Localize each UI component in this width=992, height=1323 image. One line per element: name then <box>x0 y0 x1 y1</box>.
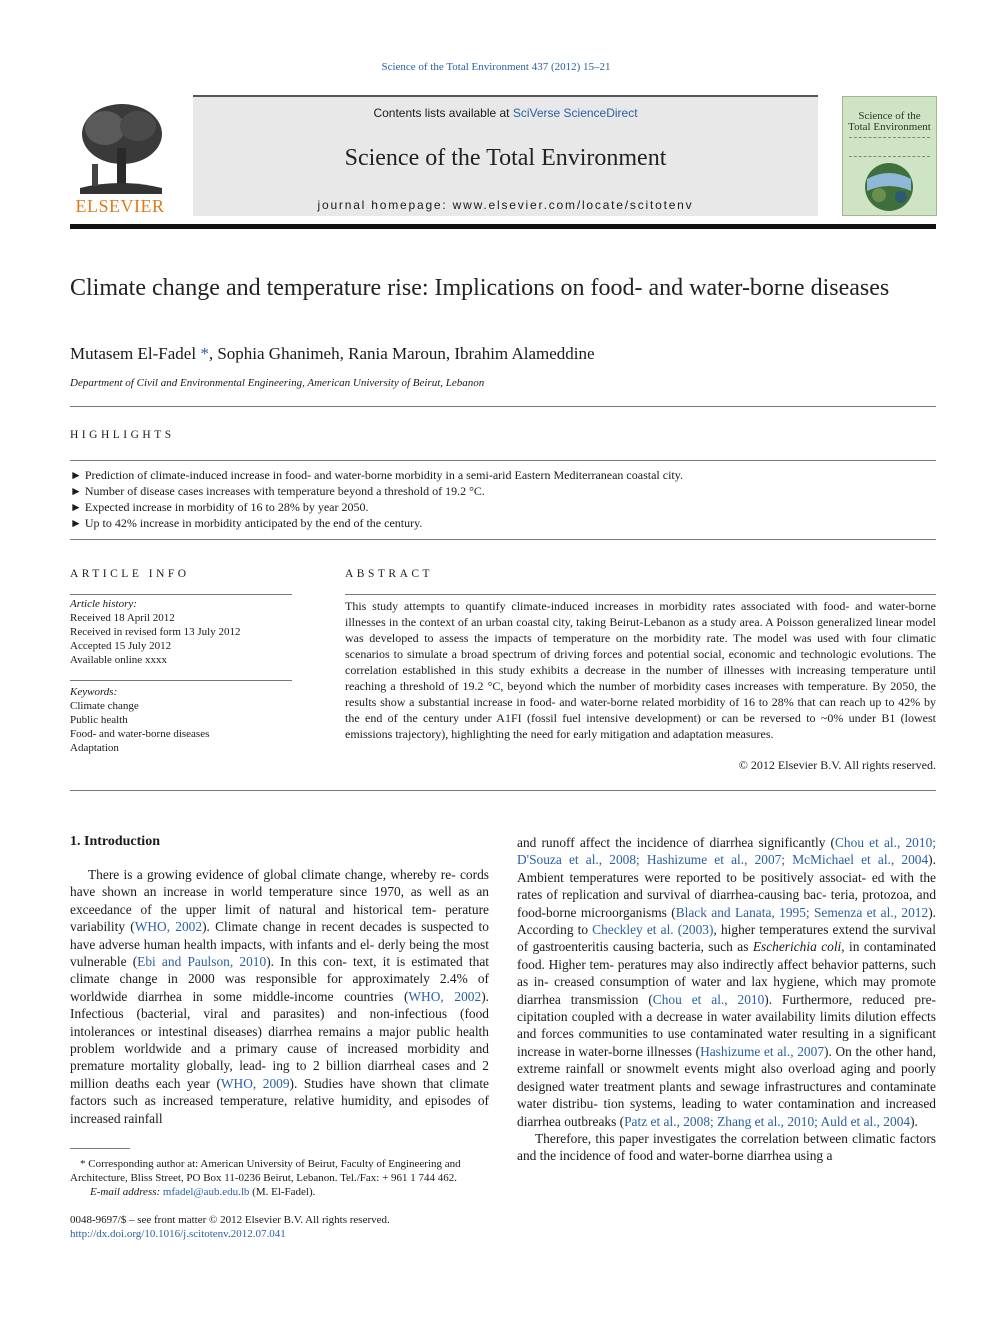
highlight-item: ► Up to 42% increase in morbidity anticipated by the end of the century. <box>70 516 423 530</box>
journal-homepage[interactable]: journal homepage: www.elsevier.com/locate/scitotenv <box>317 198 694 212</box>
citation-link[interactable]: 2010; D'Souza et al., 2008; Hashizume et al., 2007; McMichael et al., <box>517 835 936 868</box>
cover-globe-icon <box>849 161 929 211</box>
text: text, it is estimated that climate change in 2000 was responsible for <box>70 954 489 987</box>
citation-link[interactable]: Chou et al., <box>835 835 901 850</box>
copyright: © 2012 Elsevier B.V. All rights reserved. <box>738 758 936 772</box>
text: teria, protozoa, and food-borne microorganisms ( <box>517 887 937 920</box>
history-item: Received 18 April 2012 <box>70 612 175 624</box>
text: cipitation coupled with a decrease in water availability limits dilution <box>517 1009 897 1025</box>
citation-link[interactable]: WHO, <box>220 1075 257 1091</box>
text: countries ( <box>344 988 409 1004</box>
text: , <box>713 922 717 938</box>
footnote-mark: * <box>80 1158 86 1170</box>
citation-link[interactable]: 2007 <box>797 1043 825 1059</box>
email-suffix: (M. El-Fadel). <box>249 1186 316 1198</box>
text: ). <box>910 1113 918 1129</box>
intro-left-column <box>70 866 489 1127</box>
sciverse-link[interactable]: SciVerse ScienceDirect <box>512 106 638 120</box>
corresponding-author-mark[interactable]: * <box>200 344 209 363</box>
keyword: Food- and water-borne diseases <box>70 728 210 740</box>
highlights-heading: HIGHLIGHTS <box>70 429 175 441</box>
text: There is a growing evidence of global climate change, whereby re- <box>88 867 456 882</box>
highlight-item: ► Expected increase in morbidity of 16 to 28% by year 2050. <box>70 500 369 514</box>
citation-link[interactable]: Black and Lanata, <box>675 904 775 920</box>
footnote-rule <box>70 1148 130 1149</box>
text: in a significant increase in water-borne illnesses ( <box>517 1026 936 1059</box>
keyword: Adaptation <box>70 742 119 754</box>
abstract-text: This study attempts to quantify climate-induced increases in morbidity rates associated with food- and water-borne illnesses in the context of an urban coastal city, taking Beirut-Lebanon as a study area. A Poisson generalized linear model was developed to assess the impacts of temperature on the morbidity rate. The model was used with four climatic scenarios to simulate a broad spectrum of driving forces and potential social, economic and technologic evolutions. The correlation established in this study exhibits a decrease in the number of illnesses with increasing temperature until reaching a threshold of 19.2 °C, beyond which the number of morbidity cases increases with temperature. By 2050, the results show a substantial increase in food- and water-borne related morbidity of 16 to 28% that can reach up to 42% by the end of the century under A1FI (fossil fuel intensive development) or can be reversed to ~0% under B1 (lowest emissions trajectory), highlighting the need for early mitigation and adaptation measures. <box>345 599 936 741</box>
text: ). Studies have shown that climate factors such as increased <box>70 1075 489 1109</box>
citation-link[interactable]: WHO, 2002 <box>134 919 203 935</box>
text: ). In this con- <box>266 954 347 970</box>
text: ). Ambient temperatures were reported to be positively associat- <box>517 852 936 885</box>
journal-citation[interactable]: Science of the Total Environment 437 (2012) 15–21 <box>381 61 611 73</box>
text: bacteria, such as <box>658 939 753 955</box>
divider <box>70 680 292 681</box>
text: ). Infectious (bacterial, viral and parasites) <box>70 988 490 1022</box>
text: remains a major public health problem worldwide and a primary <box>70 1023 489 1057</box>
intro-paragraph <box>517 834 936 1130</box>
citation-link[interactable]: 2009 <box>262 1075 290 1091</box>
text: plants and sewage infrastructures and contaminate water distribu- <box>517 1078 936 1112</box>
text: cause of increased morbidity and premature mortality globally, lead- <box>70 1041 489 1074</box>
intro-right-column <box>517 834 936 1165</box>
text: peratures may also indirectly affect behavior patterns, such as in- <box>517 956 936 990</box>
citation-link[interactable]: Hashizume et al., <box>700 1043 794 1059</box>
issn-line: 0048-9697/$ – see front matter © 2012 Elsevier B.V. All rights reserved. <box>70 1214 390 1226</box>
text: ing to 2 billion diarrheal cases and 2 million deaths each year ( <box>70 1058 489 1091</box>
text: factors and the incidence of food and water-borne diarrhea using a <box>517 1130 936 1164</box>
cover-title: Science of the Total Environment <box>848 110 931 133</box>
contents-prefix: Contents lists available at <box>373 106 513 120</box>
citation-link[interactable]: Patz et al., 2008; Zhang et al., 2010; Auld et al., 2004 <box>624 1113 911 1129</box>
front-matter <box>70 1213 390 1241</box>
header-rule <box>70 224 936 229</box>
journal-banner <box>193 95 818 216</box>
citation-link[interactable]: 1995; Semenza et al., 2012 <box>779 904 929 920</box>
email-link[interactable]: mfadel@aub.edu.lb <box>162 1186 250 1198</box>
text: and non-infectious (food intolerances or intestinal diseases) diarrhea <box>70 1006 489 1039</box>
divider <box>70 406 936 407</box>
species-name: Escherichia coli <box>752 939 842 955</box>
journal-cover-image <box>842 96 937 216</box>
keyword: Public health <box>70 714 128 726</box>
history-item: Accepted 15 July 2012 <box>70 640 172 652</box>
divider <box>70 594 292 595</box>
article-title: Climate change and temperature rise: Implications on food- and water-borne diseases <box>70 275 890 301</box>
history-item: Received in revised form 13 July 2012 <box>70 626 241 638</box>
text: diarrhea transmission ( <box>517 991 653 1007</box>
other-authors: , Sophia Ghanimeh, Rania Maroun, Ibrahim Alameddine <box>208 344 595 363</box>
divider <box>70 460 936 461</box>
text: temperature, relative humidity, and episodes of increased rainfall <box>70 1093 489 1126</box>
text: outbreaks ( <box>564 1113 625 1129</box>
keywords-block <box>70 685 292 755</box>
first-author[interactable]: Mutasem El-Fadel <box>70 344 197 363</box>
text: creased consumption of water and lax hygiene, which may promote <box>554 974 936 990</box>
article-info-heading: ARTICLE INFO <box>70 568 190 580</box>
cover-subtitle-lines <box>849 137 930 157</box>
elsevier-wordmark: ELSEVIER <box>75 196 165 216</box>
keywords-label: Keywords: <box>70 686 118 698</box>
text: effects and forces communities to use contaminated water resulting <box>517 1009 936 1042</box>
divider <box>70 790 936 791</box>
text: ed with the rates of replication and survival of diarrhea-causing bac- <box>517 869 936 903</box>
text: ). On the other hand, extreme rainfall or snowmelt events <box>517 1043 936 1077</box>
footnote-text: Corresponding author at: American University of Beirut, Faculty of Engineering and Architecture, Bliss Street, PO Box 11-0236 Beirut, Lebanon. Tel./Fax: + 961 1 744 462. <box>70 1158 461 1184</box>
journal-title: Science of the Total Environment <box>344 145 667 171</box>
text: cords have shown an increase in world temperature since 1970, as <box>70 867 489 900</box>
citation-link[interactable]: Checkley et al. (2003) <box>592 922 714 938</box>
citation-link[interactable]: WHO, 2002 <box>408 988 482 1004</box>
text: might also overload aging and poorly designed water treatment <box>517 1061 936 1094</box>
citation-link[interactable]: Chou et al., 2010 <box>652 991 765 1007</box>
highlight-item: ► Prediction of climate-induced increase in food- and water-borne morbidity in a semi-arid Eastern Mediterranean coastal city. <box>70 468 683 482</box>
article-info <box>70 597 292 667</box>
highlights-list <box>70 467 936 531</box>
doi-link[interactable]: http://dx.doi.org/10.1016/j.scitotenv.2012.07.041 <box>70 1228 286 1240</box>
text: suspected to have adverse human health impacts, with infants and el- <box>70 919 489 952</box>
abstract-heading: ABSTRACT <box>345 568 434 580</box>
text: perature variability ( <box>70 901 489 935</box>
elsevier-logo <box>70 100 170 216</box>
text: approximately 2.4% of worldwide diarrhea in some middle-income <box>70 971 489 1004</box>
text: ). Climate change in recent decades is <box>202 919 417 935</box>
text: ). Furthermore, reduced pre- <box>764 991 936 1007</box>
email-label: E-mail address: <box>90 1186 161 1198</box>
keyword: Climate change <box>70 700 139 712</box>
author-list <box>70 344 595 364</box>
highlight-item: ► Number of disease cases increases with temperature beyond a threshold of 19.2 °C. <box>70 484 485 498</box>
divider <box>70 539 936 540</box>
divider <box>345 594 936 595</box>
intro-paragraph <box>70 866 489 1127</box>
citation-link[interactable]: Ebi and Paulson, 2010 <box>137 954 267 970</box>
text: , in contaminated food. Higher tem- <box>517 939 936 972</box>
text: ). According to <box>517 904 936 938</box>
text: higher temperatures extend the survival of gastroenteritis causing <box>517 922 936 955</box>
section-heading: 1. Introduction <box>70 834 160 849</box>
citation-link[interactable]: 2004 <box>901 852 929 868</box>
text: tion systems, leading to water contamination and increased diarrhea <box>517 1096 936 1129</box>
corresponding-footnote <box>70 1157 490 1199</box>
history-item: Available online xxxx <box>70 654 167 666</box>
text: derly being the most vulnerable ( <box>70 936 489 970</box>
intro-paragraph <box>517 1130 936 1165</box>
text: Therefore, this paper investigates the correlation between climatic <box>535 1130 896 1146</box>
elsevier-tree-icon <box>70 100 170 194</box>
text: and runoff affect the incidence of diarrhea significantly ( <box>517 835 835 850</box>
affiliation: Department of Civil and Environmental Engineering, American University of Beirut, Lebanon <box>70 377 485 389</box>
text: well as an exceedance of the upper limit of natural and historical tem- <box>70 884 489 917</box>
history-label: Article history: <box>70 598 137 610</box>
contents-availability <box>193 106 818 120</box>
